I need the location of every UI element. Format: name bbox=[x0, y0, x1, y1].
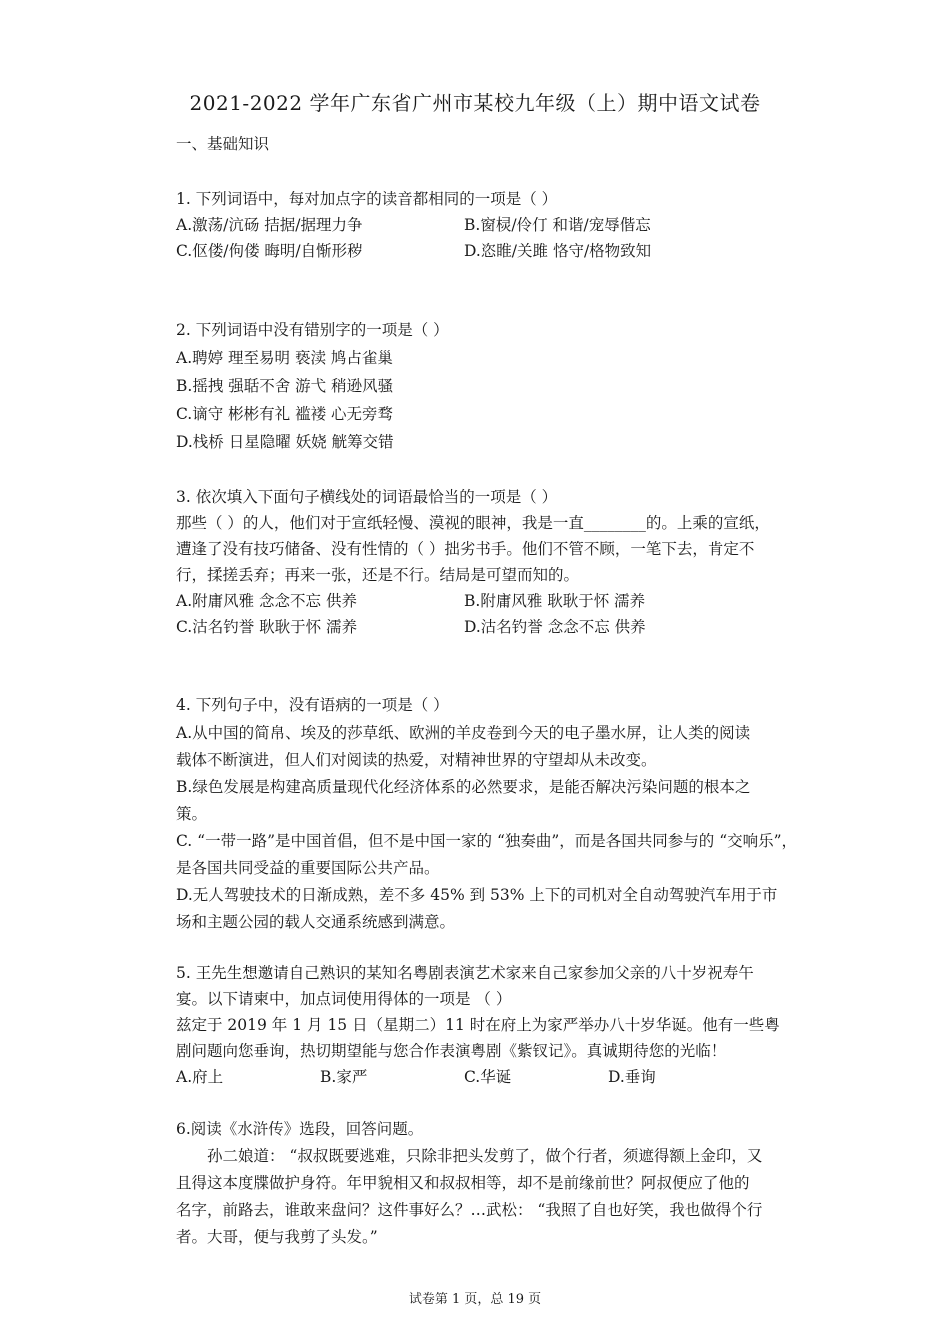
question-stem: 1. 下列词语中，每对加点字的读音都相同的一项是（ ） bbox=[176, 190, 558, 208]
option-row bbox=[176, 1064, 826, 1090]
option-c-line: 是各国共同受益的重要国际公共产品。 bbox=[176, 859, 440, 877]
option-b: B.窗棂/伶仃 和谐/宠辱偕忘 bbox=[464, 216, 651, 234]
option-b-line: B.绿色发展是构建高质量现代化经济体系的必然要求，是能否解决污染问题的根本之 bbox=[176, 778, 751, 796]
question-stem: 5. 王先生想邀请自己熟识的某知名粤剧表演艺术家来自己家参加父亲的八十岁祝寿午 bbox=[176, 964, 754, 982]
invitation-line: 剧问题向您垂询，热切期望能与您合作表演粤剧《紫钗记》。真诚期待您的光临！ bbox=[176, 1042, 727, 1060]
option-b: B.附庸风雅 耿耿于怀 濡养 bbox=[464, 592, 646, 610]
option-d: D.垂询 bbox=[608, 1068, 656, 1086]
passage-line: 那些（ ）的人，他们对于宣纸轻慢、漠视的眼神，我是一直________的。上乘的宣纸， bbox=[176, 514, 770, 532]
option-grid bbox=[176, 212, 826, 264]
option-d: D.沽名钓誉 念念不忘 供养 bbox=[464, 618, 646, 636]
option-c: C.谪守 彬彬有礼 褴褛 心无旁骛 bbox=[176, 405, 394, 423]
option-c: C.沽名钓誉 耿耿于怀 濡养 bbox=[176, 618, 358, 636]
option-c: C.伛偻/佝偻 晦明/自惭形秽 bbox=[176, 242, 363, 260]
option-a: A.激荡/沆砀 拮据/据理力争 bbox=[176, 216, 363, 234]
option-a: A.聘婷 理至易明 亵渎 鸠占雀巢 bbox=[176, 349, 393, 367]
passage-line: 名字，前路去，谁敢来盘问？这件事好么？…武松： “我照了自也好笑，我也做得个行 bbox=[176, 1201, 763, 1219]
option-b: B.家严 bbox=[320, 1068, 368, 1086]
page-footer: 试卷第 1 页，总 19 页 bbox=[408, 1292, 542, 1307]
invitation-line: 兹定于 2019 年 1 月 15 日（星期二）11 时在府上为家严举办八十岁华诞。他有一些粤 bbox=[176, 1016, 780, 1034]
passage-line: 遭逢了没有技巧储备、没有性情的（ ）拙劣书手。他们不管不顾，一笔下去，肯定不 bbox=[176, 540, 755, 558]
question-1 bbox=[176, 186, 826, 264]
question-2 bbox=[176, 317, 826, 455]
question-5 bbox=[176, 960, 826, 1090]
option-b-line: 策。 bbox=[176, 805, 208, 823]
option-d-line: D.无人驾驶技术的日渐成熟，差不多 45% 到 53% 上下的司机对全自动驾驶汽车用于市 bbox=[176, 886, 778, 904]
question-6 bbox=[176, 1116, 826, 1250]
option-a-line: 载体不断演进，但人们对阅读的热爱，对精神世界的守望却从未改变。 bbox=[176, 751, 657, 769]
question-stem: 2. 下列词语中没有错别字的一项是（ ） bbox=[176, 321, 449, 339]
option-c: C.华诞 bbox=[464, 1068, 512, 1086]
passage-line: 且得这本度牒做护身符。年甲貌相又和叔叔相等，却不是前缘前世？阿叔便应了他的 bbox=[176, 1174, 750, 1192]
page-title: 2021-2022 学年广东省广州市某校九年级（上）期中语文试卷 bbox=[189, 91, 761, 115]
question-stem: 6.阅读《水浒传》选段，回答问题。 bbox=[176, 1120, 424, 1138]
option-a-line: A.从中国的简帛、埃及的莎草纸、欧洲的羊皮卷到今天的电子墨水屏，让人类的阅读 bbox=[176, 724, 751, 742]
passage-line: 行，揉搓丢弃；再来一张，还是不行。结局是可望而知的。 bbox=[176, 566, 580, 584]
question-stem: 4. 下列句子中，没有语病的一项是（ ） bbox=[176, 696, 449, 714]
option-a: A.附庸风雅 念念不忘 供养 bbox=[176, 592, 357, 610]
option-a: A.府上 bbox=[176, 1068, 224, 1086]
question-stem: 3. 依次填入下面句子横线处的词语最恰当的一项是（ ） bbox=[176, 488, 558, 506]
option-grid bbox=[176, 588, 826, 640]
option-b: B.摇拽 强聒不舍 游弋 稍逊风骚 bbox=[176, 377, 394, 395]
question-stem: 宴。以下请柬中，加点词使用得体的一项是 （ ） bbox=[176, 990, 512, 1008]
option-d: D.恣睢/关雎 恪守/格物致知 bbox=[464, 242, 652, 260]
section-heading: 一、基础知识 bbox=[176, 135, 270, 153]
question-3 bbox=[176, 484, 826, 640]
option-c-line: C. “一带一路”是中国首倡，但不是中国一家的 “独奏曲”，而是各国共同参与的 “交响乐”， bbox=[176, 832, 798, 850]
passage-line: 者。大哥，便与我剪了头发。” bbox=[176, 1228, 378, 1246]
option-d: D.栈桥 日星隐曜 妖娆 觥筹交错 bbox=[176, 433, 394, 451]
passage-line: 孙二娘道： “叔叔既要逃难，只除非把头发剪了，做个行者，须遮得额上金印，又 bbox=[207, 1147, 763, 1165]
question-4 bbox=[176, 692, 826, 935]
option-d-line: 场和主题公园的载人交通系统感到满意。 bbox=[176, 913, 456, 931]
